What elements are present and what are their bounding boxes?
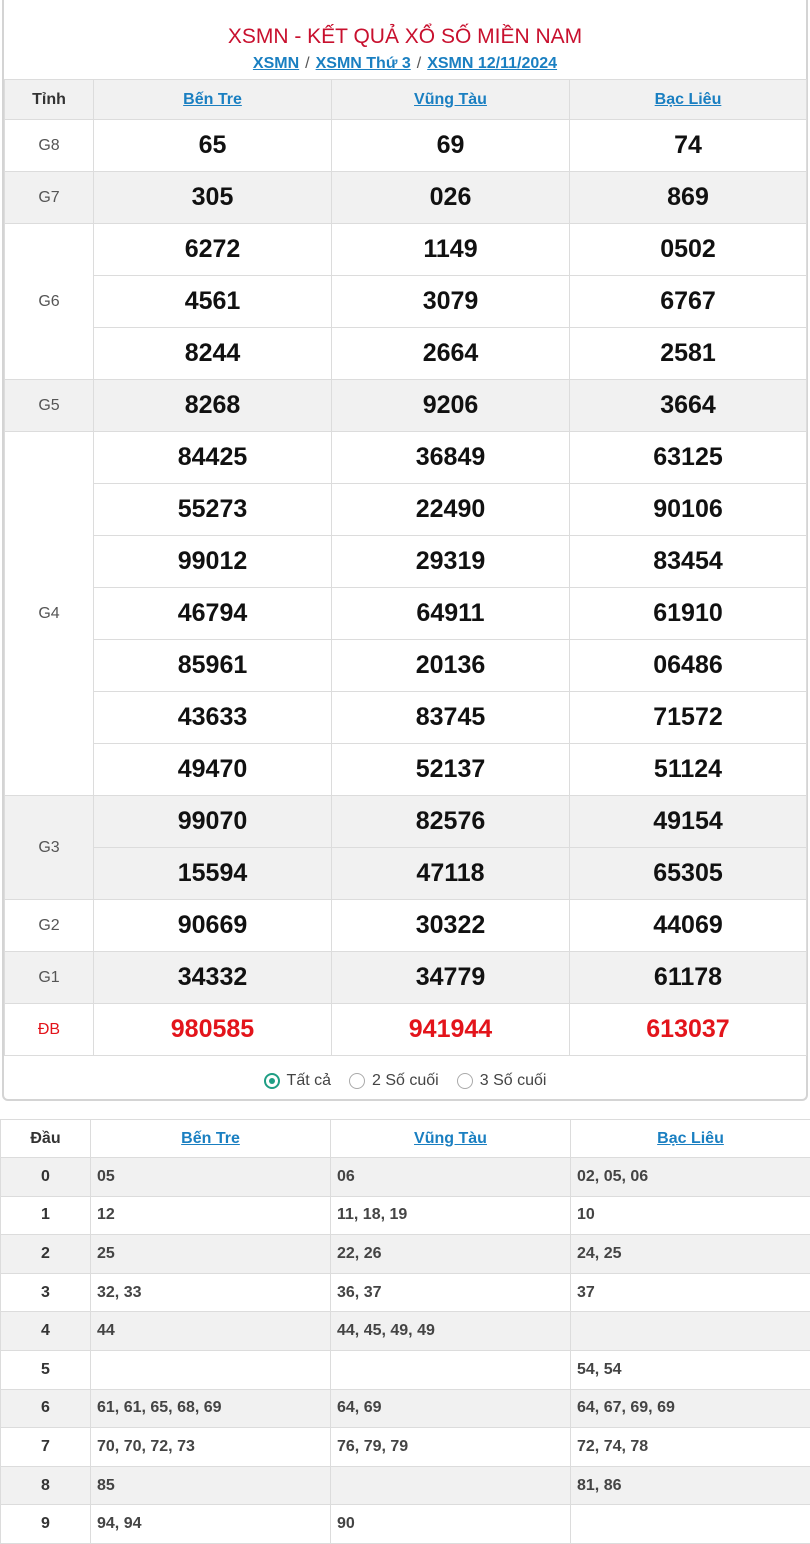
head-digit-row xyxy=(1,1505,810,1544)
filter-option-2-digits[interactable] xyxy=(349,1072,439,1090)
prize-number: 64911 xyxy=(332,588,570,640)
prize-row xyxy=(5,328,807,380)
prize-number: 1149 xyxy=(332,224,570,276)
prize-number: 85961 xyxy=(94,640,332,692)
tail-numbers: 06 xyxy=(331,1158,571,1197)
col-province-vung-tau xyxy=(332,80,570,120)
head-digit: 0 xyxy=(1,1158,91,1197)
prize-label: G6 xyxy=(5,224,94,380)
tail-numbers: 10 xyxy=(571,1196,810,1235)
prize-row xyxy=(5,952,807,1004)
prize-number: 82576 xyxy=(332,796,570,848)
radio-icon[interactable] xyxy=(457,1073,473,1089)
breadcrumb xyxy=(4,50,806,77)
tail-numbers xyxy=(91,1350,331,1389)
prize-row xyxy=(5,172,807,224)
prize-number: 61910 xyxy=(570,588,807,640)
prize-number: 3664 xyxy=(570,380,807,432)
prize-row xyxy=(5,588,807,640)
prize-label: G3 xyxy=(5,796,94,900)
prize-number: 29319 xyxy=(332,536,570,588)
head-digit: 4 xyxy=(1,1312,91,1351)
prize-number: 74 xyxy=(570,120,807,172)
province-link-bac-lieu[interactable]: Bạc Liêu xyxy=(655,91,722,108)
prize-row xyxy=(5,640,807,692)
prize-number: 69 xyxy=(332,120,570,172)
prize-row xyxy=(5,432,807,484)
col-head-label: Đầu xyxy=(1,1120,91,1158)
prize-number: 51124 xyxy=(570,744,807,796)
prize-number: 2581 xyxy=(570,328,807,380)
prize-row xyxy=(5,1004,807,1056)
prize-number: 869 xyxy=(570,172,807,224)
tail-numbers: 85 xyxy=(91,1466,331,1505)
prize-number: 83454 xyxy=(570,536,807,588)
prize-number: 22490 xyxy=(332,484,570,536)
head-digit-row xyxy=(1,1350,810,1389)
breadcrumb-weekday[interactable]: XSMN Thứ 3 xyxy=(316,55,411,73)
prize-label: G1 xyxy=(5,952,94,1004)
head-digit-row xyxy=(1,1389,810,1428)
tail-numbers: 44, 45, 49, 49 xyxy=(331,1312,571,1351)
prize-number: 9206 xyxy=(332,380,570,432)
prize-row xyxy=(5,276,807,328)
prize-number: 49470 xyxy=(94,744,332,796)
tail-numbers: 24, 25 xyxy=(571,1235,810,1274)
head-digit: 5 xyxy=(1,1350,91,1389)
head-digit: 9 xyxy=(1,1505,91,1544)
prize-number: 84425 xyxy=(94,432,332,484)
head-digit: 2 xyxy=(1,1235,91,1274)
head-digit-row xyxy=(1,1158,810,1197)
prize-number: 65305 xyxy=(570,848,807,900)
tail-numbers: 32, 33 xyxy=(91,1273,331,1312)
tail-numbers: 72, 74, 78 xyxy=(571,1428,810,1467)
head-digit: 6 xyxy=(1,1389,91,1428)
prize-number: 55273 xyxy=(94,484,332,536)
tail-numbers: 61, 61, 65, 68, 69 xyxy=(91,1389,331,1428)
special-prize-number: 941944 xyxy=(332,1004,570,1056)
prize-row xyxy=(5,380,807,432)
tail-numbers: 02, 05, 06 xyxy=(571,1158,810,1197)
prize-number: 63125 xyxy=(570,432,807,484)
prize-row xyxy=(5,848,807,900)
prize-number: 06486 xyxy=(570,640,807,692)
prize-number: 36849 xyxy=(332,432,570,484)
prize-number: 52137 xyxy=(332,744,570,796)
tail-numbers: 37 xyxy=(571,1273,810,1312)
head-digit-row xyxy=(1,1273,810,1312)
prize-number: 6272 xyxy=(94,224,332,276)
prize-number: 6767 xyxy=(570,276,807,328)
prize-row xyxy=(5,484,807,536)
tail-numbers: 22, 26 xyxy=(331,1235,571,1274)
tail-numbers: 81, 86 xyxy=(571,1466,810,1505)
special-prize-number: 613037 xyxy=(570,1004,807,1056)
page-title: XSMN - KẾT QUẢ XỔ SỐ MIỀN NAM xyxy=(4,0,806,50)
prize-number: 46794 xyxy=(94,588,332,640)
special-prize-number: 980585 xyxy=(94,1004,332,1056)
filter-option-label: Tất cả xyxy=(287,1072,331,1090)
prize-number: 61178 xyxy=(570,952,807,1004)
tail-numbers: 05 xyxy=(91,1158,331,1197)
prize-number: 90106 xyxy=(570,484,807,536)
prize-number: 8244 xyxy=(94,328,332,380)
head-digit: 7 xyxy=(1,1428,91,1467)
prize-row xyxy=(5,692,807,744)
tail-numbers xyxy=(331,1466,571,1505)
province-link-vung-tau[interactable]: Vũng Tàu xyxy=(414,91,487,108)
prize-number: 99070 xyxy=(94,796,332,848)
head-digit-table xyxy=(0,1119,810,1544)
head-digit-row xyxy=(1,1196,810,1235)
head-digit-header-row xyxy=(1,1120,810,1158)
filter-option-label: 2 Số cuối xyxy=(372,1072,439,1090)
radio-icon[interactable] xyxy=(349,1073,365,1089)
prize-number: 99012 xyxy=(94,536,332,588)
tail-numbers: 64, 69 xyxy=(331,1389,571,1428)
head-digit: 1 xyxy=(1,1196,91,1235)
prize-label: G8 xyxy=(5,120,94,172)
col-province-ben-tre xyxy=(91,1120,331,1158)
province-link-vung-tau[interactable]: Vũng Tàu xyxy=(414,1130,487,1147)
prize-number: 49154 xyxy=(570,796,807,848)
prize-number: 34779 xyxy=(332,952,570,1004)
head-digit: 8 xyxy=(1,1466,91,1505)
breadcrumb-date[interactable]: XSMN 12/11/2024 xyxy=(427,55,557,73)
results-table xyxy=(4,79,807,1056)
province-link-ben-tre[interactable]: Bến Tre xyxy=(183,91,242,108)
prize-number: 47118 xyxy=(332,848,570,900)
tail-numbers: 25 xyxy=(91,1235,331,1274)
prize-number: 34332 xyxy=(94,952,332,1004)
prize-number: 83745 xyxy=(332,692,570,744)
results-card xyxy=(2,0,808,1101)
prize-number: 026 xyxy=(332,172,570,224)
prize-number: 3079 xyxy=(332,276,570,328)
prize-number: 20136 xyxy=(332,640,570,692)
province-link-ben-tre[interactable]: Bến Tre xyxy=(181,1130,240,1147)
prize-label: G4 xyxy=(5,432,94,796)
prize-number: 0502 xyxy=(570,224,807,276)
col-province-bac-lieu xyxy=(570,80,807,120)
breadcrumb-separator: / xyxy=(417,55,421,73)
tail-numbers xyxy=(331,1350,571,1389)
filter-option-label: 3 Số cuối xyxy=(480,1072,547,1090)
head-digit-row xyxy=(1,1312,810,1351)
prize-label: ĐB xyxy=(5,1004,94,1056)
tail-numbers xyxy=(571,1505,810,1544)
col-province-bac-lieu xyxy=(571,1120,810,1158)
prize-label: G5 xyxy=(5,380,94,432)
tail-numbers: 76, 79, 79 xyxy=(331,1428,571,1467)
prize-row xyxy=(5,536,807,588)
head-digit-row xyxy=(1,1428,810,1467)
prize-row xyxy=(5,224,807,276)
results-header-row xyxy=(5,80,807,120)
head-digit-row xyxy=(1,1235,810,1274)
filter-option-all[interactable] xyxy=(264,1072,331,1090)
prize-number: 44069 xyxy=(570,900,807,952)
prize-number: 8268 xyxy=(94,380,332,432)
prize-row xyxy=(5,900,807,952)
prize-number: 65 xyxy=(94,120,332,172)
prize-row xyxy=(5,120,807,172)
prize-number: 90669 xyxy=(94,900,332,952)
tail-numbers: 11, 18, 19 xyxy=(331,1196,571,1235)
tail-numbers: 94, 94 xyxy=(91,1505,331,1544)
prize-number: 15594 xyxy=(94,848,332,900)
prize-number: 71572 xyxy=(570,692,807,744)
prize-row xyxy=(5,796,807,848)
col-province-ben-tre xyxy=(94,80,332,120)
filter-radio-group xyxy=(4,1056,806,1106)
tail-numbers xyxy=(571,1312,810,1351)
breadcrumb-separator: / xyxy=(305,55,309,73)
head-digit-row xyxy=(1,1466,810,1505)
tail-numbers: 90 xyxy=(331,1505,571,1544)
tail-numbers: 70, 70, 72, 73 xyxy=(91,1428,331,1467)
prize-number: 43633 xyxy=(94,692,332,744)
filter-option-3-digits[interactable] xyxy=(457,1072,547,1090)
tail-numbers: 54, 54 xyxy=(571,1350,810,1389)
tail-numbers: 36, 37 xyxy=(331,1273,571,1312)
prize-number: 2664 xyxy=(332,328,570,380)
col-province-label: Tỉnh xyxy=(5,80,94,120)
head-digit: 3 xyxy=(1,1273,91,1312)
col-province-vung-tau xyxy=(331,1120,571,1158)
prize-number: 4561 xyxy=(94,276,332,328)
tail-numbers: 12 xyxy=(91,1196,331,1235)
prize-number: 30322 xyxy=(332,900,570,952)
prize-label: G7 xyxy=(5,172,94,224)
prize-row xyxy=(5,744,807,796)
prize-label: G2 xyxy=(5,900,94,952)
tail-numbers: 44 xyxy=(91,1312,331,1351)
breadcrumb-xsmn[interactable]: XSMN xyxy=(253,55,299,73)
radio-selected-icon[interactable] xyxy=(264,1073,280,1089)
tail-numbers: 64, 67, 69, 69 xyxy=(571,1389,810,1428)
prize-number: 305 xyxy=(94,172,332,224)
province-link-bac-lieu[interactable]: Bạc Liêu xyxy=(657,1130,724,1147)
